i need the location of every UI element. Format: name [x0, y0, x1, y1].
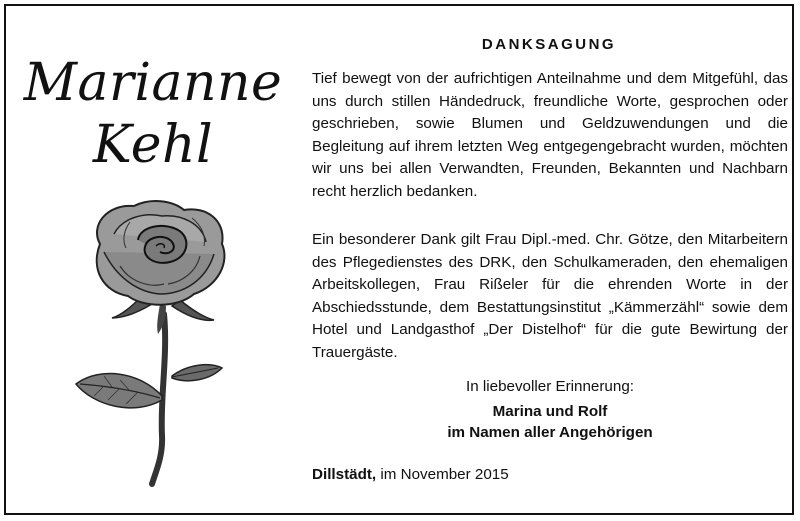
thanks-paragraph: Tief bewegt von der aufrichtigen Anteilnahme und dem Mitgefühl, das uns durch stillen Händedruck, freundliche Worte, gesprochen oder geschrieben, sowie Blumen und Geldzuwendungen und die Begleitung auf ihrem letzten Weg entgegengebracht wurden, möchten wir uns bei allen Verwandten, Freunden, Bekannten und Nachbarn recht herzlich bedanken. — [312, 70, 788, 200]
last-name: Kehl — [92, 115, 214, 175]
first-name: Marianne — [23, 53, 283, 113]
place-date-text: im November 2015 — [380, 466, 509, 483]
place-city: Dillstädt, — [312, 466, 377, 483]
rose-icon — [60, 196, 260, 488]
deceased-name — [8, 52, 298, 176]
closing-intro: In liebevoller Erinnerung: — [465, 378, 634, 395]
notice-heading: DANKSAGUNG — [481, 36, 617, 53]
closing-signers: Marina und Rolf — [492, 402, 608, 420]
closing-on-behalf: im Namen aller Angehörigen — [447, 424, 653, 441]
special-thanks-paragraph: Ein besonderer Dank gilt Frau Dipl.-med. Chr. Götze, den Mitarbeitern des Pflegedienstes des DRK, den Schulkameraden, den ehemaligen Arbeitskollegen, Frau Rißeler für die ehrenden Worte in der Abschiedsstunde, dem Bestattungsinstitut „Kämmerzähl“ sowie dem Hotel und Landgasthof „Der Distelhof“ für die gute Bewirtung der Trauergäste. — [312, 231, 788, 361]
place-date — [312, 466, 509, 483]
closing-block — [312, 376, 788, 444]
